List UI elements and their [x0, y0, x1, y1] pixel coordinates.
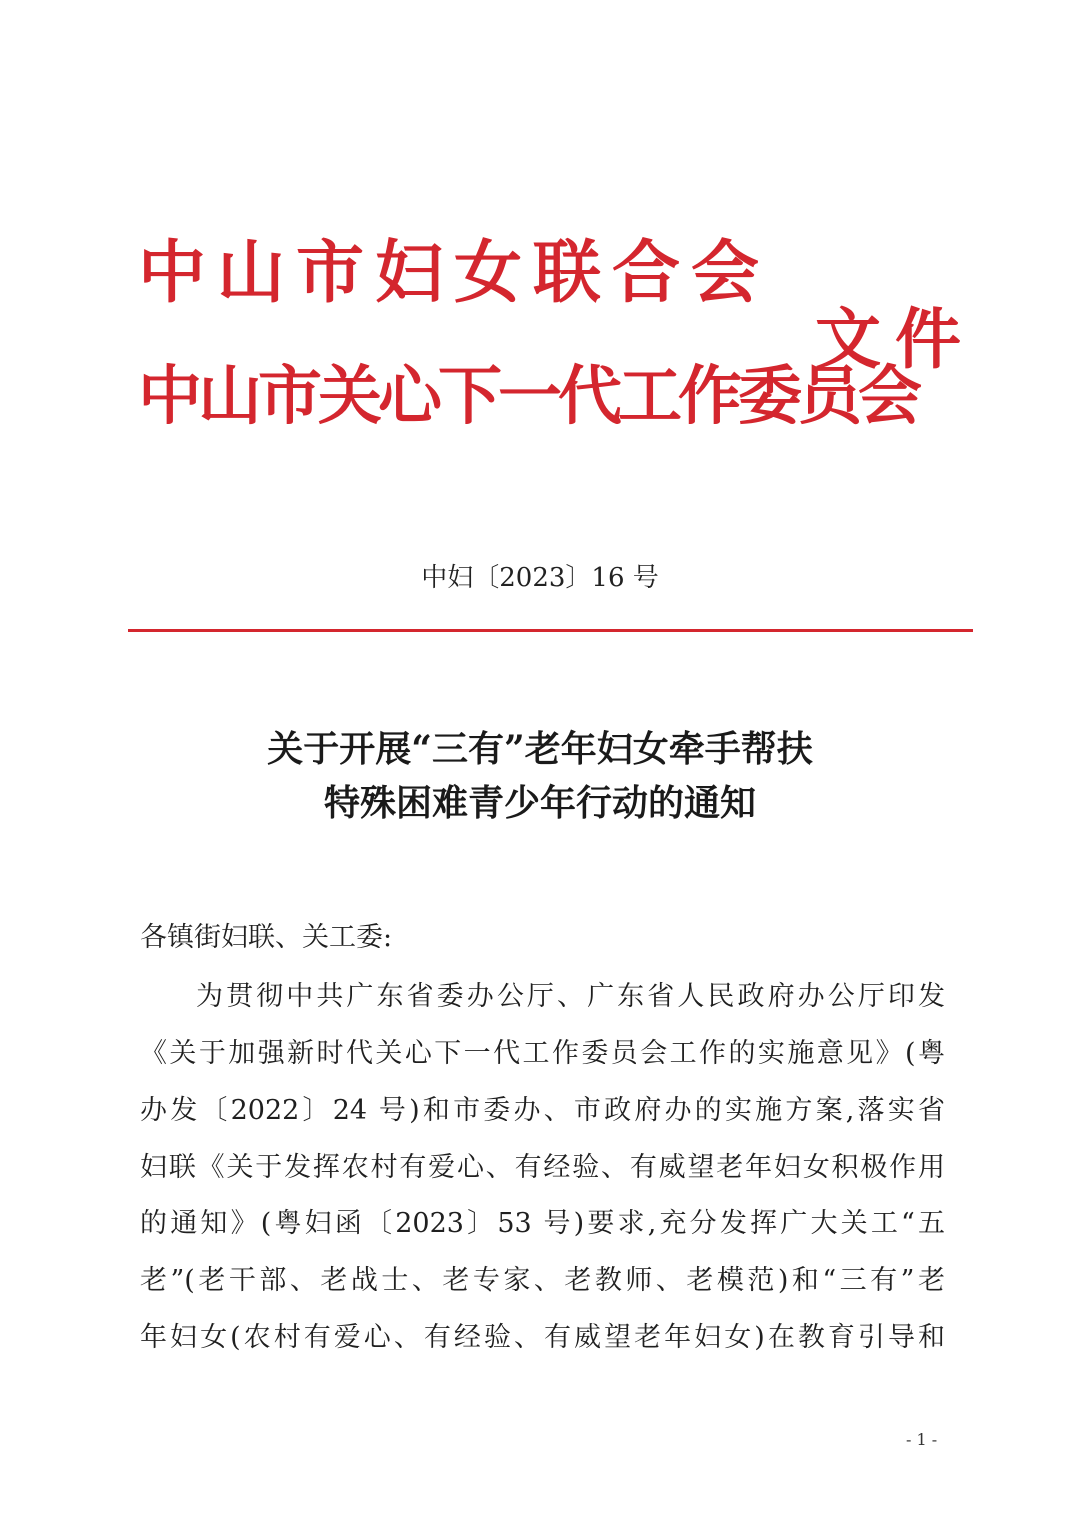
- salutation: 各镇街妇联、关工委:: [140, 922, 393, 953]
- notice-title-line-2: 特殊困难青少年行动的通知: [323, 782, 756, 824]
- document-type-label: 文件: [815, 300, 975, 378]
- issuer-name-youth-committee: 中山市关心下一代工作委员会: [138, 359, 918, 434]
- body-text-line: 的通知》(粤妇函〔2023〕53 号)要求,充分发挥广大关工“五: [140, 1208, 945, 1239]
- body-text-line: 年妇女(农村有爱心、有经验、有威望老年妇女)在教育引导和: [140, 1322, 945, 1353]
- body-text-line: 妇联《关于发挥农村有爱心、有经验、有威望老年妇女积极作用: [140, 1152, 945, 1183]
- red-divider-line: [128, 629, 973, 632]
- page-number: - 1 -: [906, 1430, 938, 1449]
- body-text-line: 《关于加强新时代关心下一代工作委员会工作的实施意见》(粤: [140, 1038, 945, 1069]
- issuer-name-womens-federation: 中山市妇女联合会: [138, 233, 771, 313]
- document-number: 中妇〔2023〕16 号: [421, 563, 659, 593]
- body-text-line: 办发〔2022〕24 号)和市委办、市政府办的实施方案,落实省: [140, 1095, 945, 1126]
- body-text-line: 为贯彻中共广东省委办公厅、广东省人民政府办公厅印发: [196, 981, 945, 1012]
- notice-title-line-1: 关于开展“三有”老年妇女牵手帮扶: [267, 728, 813, 770]
- body-text-line: 老”(老干部、老战士、老专家、老教师、老模范)和“三有”老: [140, 1265, 945, 1296]
